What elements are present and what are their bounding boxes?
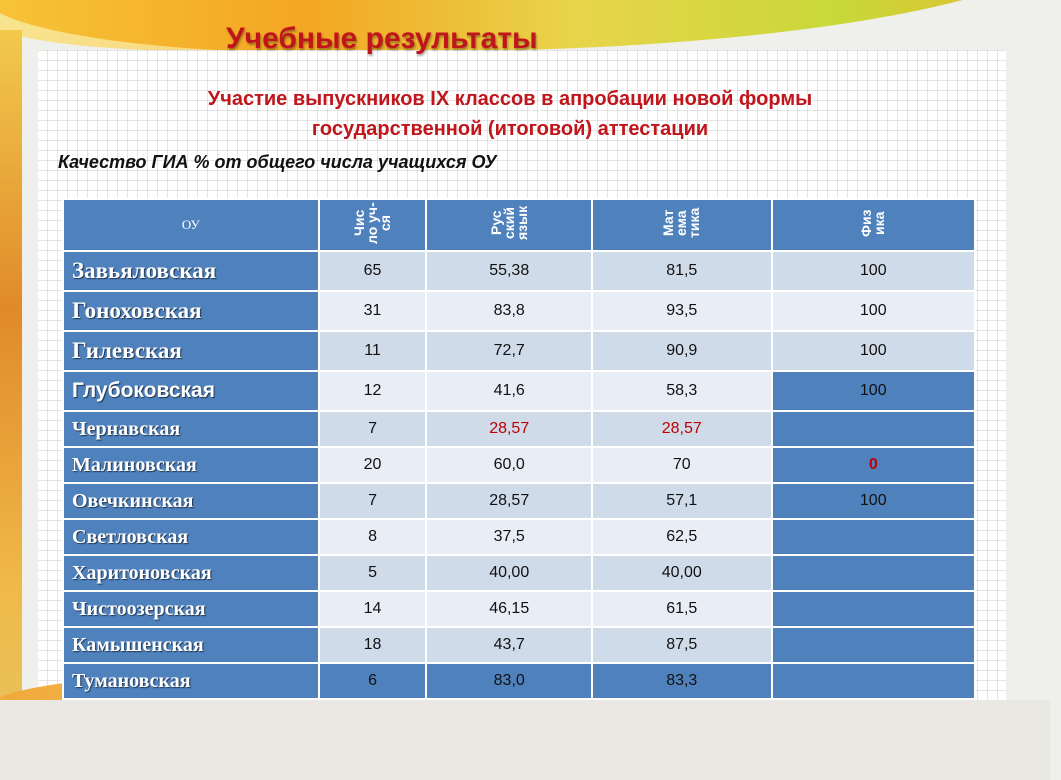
physics-value (772, 519, 975, 555)
header-school: ОУ (63, 199, 319, 251)
russian-value: 40,00 (426, 555, 592, 591)
physics-value: 100 (772, 251, 975, 291)
student-count: 6 (319, 663, 427, 699)
student-count: 18 (319, 627, 427, 663)
subtitle (100, 84, 920, 144)
header-student-count (319, 199, 427, 251)
student-count: 65 (319, 251, 427, 291)
russian-value: 72,7 (426, 331, 592, 371)
russian-value: 60,0 (426, 447, 592, 483)
table-row (63, 591, 975, 627)
header-physics (772, 199, 975, 251)
table-row (63, 291, 975, 331)
russian-value: 41,6 (426, 371, 592, 411)
russian-value: 83,0 (426, 663, 592, 699)
school-name: Малиновская (63, 447, 319, 483)
student-count: 7 (319, 411, 427, 447)
school-name: Чернавская (63, 411, 319, 447)
school-name: Тумановская (63, 663, 319, 699)
slide-title: Учебные результаты (226, 22, 538, 55)
math-value: 90,9 (592, 331, 772, 371)
student-count: 11 (319, 331, 427, 371)
student-count: 7 (319, 483, 427, 519)
student-count: 5 (319, 555, 427, 591)
table-row (63, 447, 975, 483)
math-value: 81,5 (592, 251, 772, 291)
student-count: 14 (319, 591, 427, 627)
physics-value: 100 (772, 291, 975, 331)
student-count: 31 (319, 291, 427, 331)
russian-value: 83,8 (426, 291, 592, 331)
physics-value (772, 555, 975, 591)
table-caption: Качество ГИА % от общего числа учащихся ОУ (58, 152, 497, 172)
math-value: 87,5 (592, 627, 772, 663)
subtitle-line-2: государственной (итоговой) аттестации (311, 118, 709, 140)
math-value: 62,5 (592, 519, 772, 555)
student-count: 8 (319, 519, 427, 555)
student-count: 20 (319, 447, 427, 483)
table-row (63, 627, 975, 663)
russian-value: 28,57 (426, 411, 592, 447)
physics-value: 100 (772, 331, 975, 371)
table-row (63, 331, 975, 371)
school-name: Овечкинская (63, 483, 319, 519)
math-value: 83,3 (592, 663, 772, 699)
school-name: Гилевская (63, 331, 319, 371)
footer-background (0, 700, 1050, 780)
subtitle-line-1: Участие выпускников IX классов в апробации новой формы (207, 88, 813, 110)
table-row (63, 251, 975, 291)
math-value: 57,1 (592, 483, 772, 519)
physics-value: 0 (772, 447, 975, 483)
school-name: Завьяловская (63, 251, 319, 291)
school-name: Чистоозерская (63, 591, 319, 627)
math-value: 70 (592, 447, 772, 483)
physics-value (772, 663, 975, 699)
table-row (63, 411, 975, 447)
school-name: Гоноховская (63, 291, 319, 331)
header-russian (426, 199, 592, 251)
table-row (63, 371, 975, 411)
table-row (63, 555, 975, 591)
table-row (63, 519, 975, 555)
header-math-label: Мат ема тика (660, 207, 703, 239)
physics-value (772, 627, 975, 663)
math-value: 61,5 (592, 591, 772, 627)
school-name: Глубоковская (63, 371, 319, 411)
physics-value (772, 591, 975, 627)
russian-value: 46,15 (426, 591, 592, 627)
russian-value: 28,57 (426, 483, 592, 519)
school-name: Светловская (63, 519, 319, 555)
math-value: 40,00 (592, 555, 772, 591)
math-value: 93,5 (592, 291, 772, 331)
russian-value: 43,7 (426, 627, 592, 663)
header-student-count-label: Чис ло уч-ся (351, 202, 394, 244)
table-header-row (63, 199, 975, 251)
school-name: Харитоновская (63, 555, 319, 591)
header-russian-label: Рус ский язык (487, 205, 530, 241)
physics-value: 100 (772, 371, 975, 411)
russian-value: 55,38 (426, 251, 592, 291)
header-math (592, 199, 772, 251)
russian-value: 37,5 (426, 519, 592, 555)
left-decoration (0, 30, 22, 730)
physics-value (772, 411, 975, 447)
results-table (62, 198, 976, 700)
table-row (63, 663, 975, 699)
student-count: 12 (319, 371, 427, 411)
physics-value: 100 (772, 483, 975, 519)
table-row (63, 483, 975, 519)
school-name: Камышенская (63, 627, 319, 663)
math-value: 28,57 (592, 411, 772, 447)
math-value: 58,3 (592, 371, 772, 411)
header-physics-label: Физ ика (858, 209, 888, 237)
